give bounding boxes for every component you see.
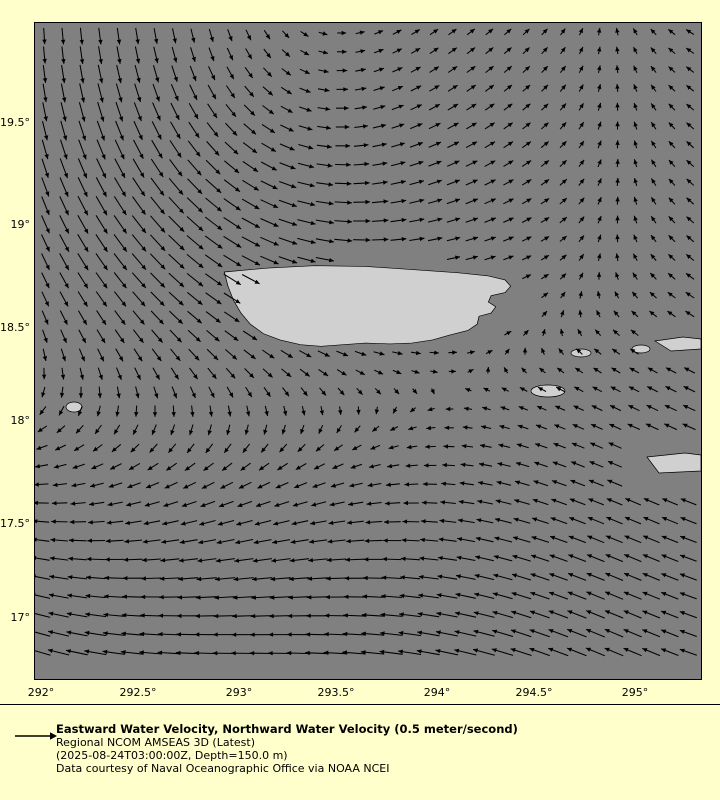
legend-title: Eastward Water Velocity, Northward Water Velocity (0.5 meter/second) [56, 722, 518, 736]
legend-text [56, 722, 706, 775]
legend-line-3: Data courtesy of Naval Oceanographic Office via NOAA NCEI [56, 762, 390, 775]
x-tick-0: 292° [27, 686, 55, 699]
y-tick-4: 17.5° [0, 517, 30, 530]
vector-field [35, 23, 701, 679]
x-tick-5: 294.5° [515, 686, 553, 699]
legend-line-2: (2025-08-24T03:00:00Z, Depth=150.0 m) [56, 749, 288, 762]
landmass-islets [66, 337, 701, 473]
y-tick-2: 18.5° [0, 321, 30, 334]
x-tick-4: 294° [423, 686, 451, 699]
x-tick-2: 293° [225, 686, 253, 699]
map-plot-area[interactable] [0, 22, 702, 699]
x-tick-1: 292.5° [119, 686, 157, 699]
caption-divider [0, 704, 720, 705]
y-tick-1: 19° [10, 218, 30, 231]
legend-block [8, 712, 712, 790]
vector-arrow-icon [14, 730, 58, 742]
x-tick-6: 295° [621, 686, 649, 699]
landmass-puerto-rico [224, 266, 510, 347]
legend-line-1: Regional NCOM AMSEAS 3D (Latest) [56, 736, 255, 749]
y-tick-5: 17° [10, 611, 30, 624]
map-frame[interactable] [34, 22, 702, 680]
y-tick-3: 18° [10, 414, 30, 427]
y-tick-0: 19.5° [0, 116, 30, 129]
x-tick-3: 293.5° [317, 686, 355, 699]
